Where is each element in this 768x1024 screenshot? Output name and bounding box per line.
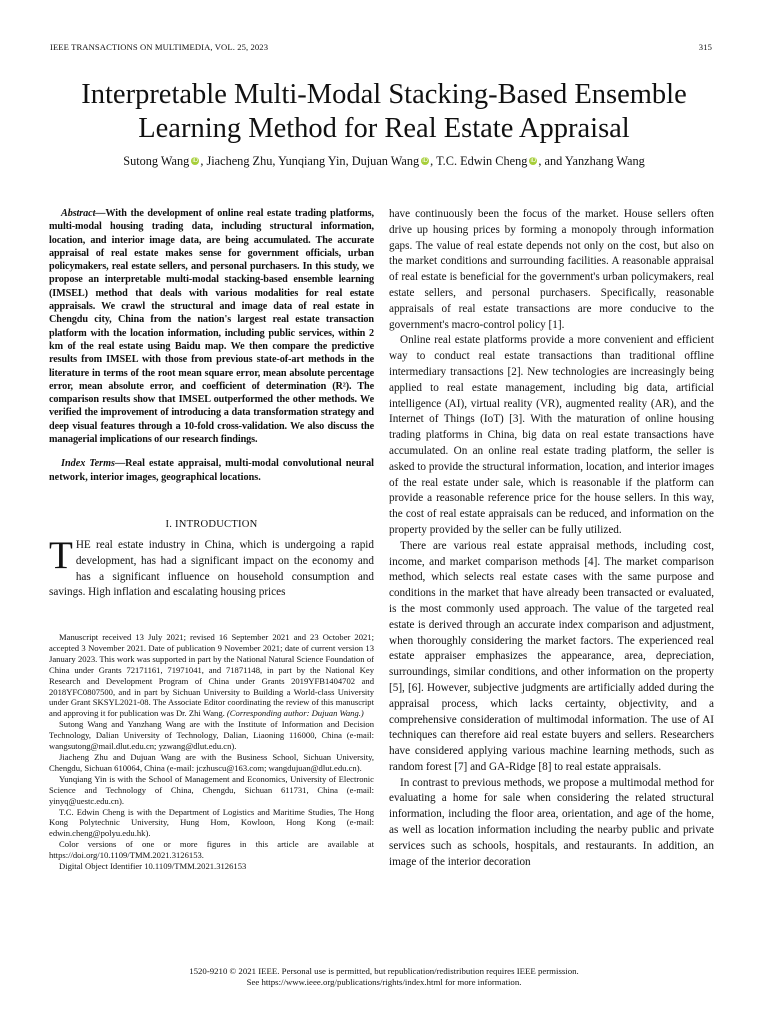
author-sutong-wang: Sutong Wang [123,154,190,168]
left-column [49,207,374,601]
corresponding-author: (Corresponding author: Dujuan Wang.) [226,708,364,719]
section-title-first: I [174,518,179,530]
copyright-line-2: See https://www.ieee.org/publications/rights/index.html for more information. [246,977,522,987]
footnote-affiliation-4: T.C. Edwin Cheng is with the Department of Logistics and Maritime Studies, The Hong Kong Polytechnic University, Hung Hom, Kowloon, Hong Kong (e-mail: edwin.cheng@polyu.edu.hk). [49,806,374,839]
copyright-line-1: 1520-9210 © 2021 IEEE. Personal use is permitted, but republication/redistribution requires IEEE permission. [189,966,579,976]
section-heading-introduction [49,519,374,530]
footnote-manuscript [49,632,374,719]
abstract-text: —With the development of online real estate trading platforms, multi-modal housing trading data, including structural information, location, and interior image data, are being accumulated. The accurate appraisal of real estate makes sense for government officials, urban policymakers, real estate sellers, and personal purchasers. In this study, we propose an interpretable multi-modal stacking-based ensemble learning (IMSEL) method that deals with various modalities for real estate appraisals. We crawl the structural and image data of real estate in Chengdu city, China from the nation's largest real estate transaction platform with the location information, including public services, within 2 km of the real estate using Baidu map. We then compare the predictive results from IMSEL with those from previous state-of-art methods in the literature in terms of the root mean square error, mean absolute percentage error, mean absolute error, and coefficient of determination (R²). The comparison results show that IMSEL outperformed the other methods. We verified the improvement of introducing a data transformation strategy and deep visual features through a 10-fold cross-validation. We also discuss the managerial implications of our research findings. [49,208,374,446]
section-title-rest: NTRODUCTION [178,518,258,530]
journal-name: IEEE TRANSACTIONS ON MULTIMEDIA, VOL. 25, 2023 [50,42,269,52]
drop-cap: T [49,533,73,577]
section-numeral: I. [165,518,175,530]
orcid-icon[interactable]: iD [192,158,199,164]
copyright-notice [40,966,728,988]
index-terms-label: Index Terms [61,458,115,470]
footnote-manuscript-text: Manuscript received 13 July 2021; revised 16 September 2021 and 23 October 2021; accepted 3 November 2021. Date of publication 9 November 2021; date of current version 13 January 2023. This work was supported in part by the National Natural Science Foundation of China under Grants 72171161, 71971041, and 71871148, in part by the National Key Research and Development Program of China under Grants 2019YFB1404702 and 2018YFC0807500, and in part by Sichuan University to Building a World-class University under Grant SKSYL2021-08. The Associate Editor coordinating the review of this manuscript and approving it for publication was Dr. Zhi Wang. [49,632,374,719]
paper-title [30,78,738,146]
abstract-label: Abstract [61,208,96,219]
author-group-2: , Jiacheng Zhu, Yunqiang Yin, Dujuan Wang [200,154,420,168]
index-terms-text: —Real estate appraisal, multi-modal convolutional neural network, interior images, geographical locations. [49,458,374,483]
running-header [50,42,712,52]
orcid-icon[interactable]: iD [422,158,428,164]
author-list [30,153,738,169]
author-yanzhang-wang: , and Yanzhang Wang [538,154,645,168]
title-line-2: Learning Method for Real Estate Appraisal [138,113,630,144]
intro-paragraph-1 [49,533,374,601]
abstract [49,207,374,446]
body-paragraph-3: There are various real estate appraisal methods, including cost, income, and market comparison methods [4]. The market comparison method, which selects real estate cases with the same purpose and conditions in the market that have already been transacted or evaluated, is the most commonly used approach. The value of the targeted real estate is derived through an accurate index comparison and adjustment, when thoroughly considering the market factors. The experienced real estate appraiser emphasizes the appearance, area, depreciation, surroundings, similar conditions, and other information on the property [5], [6]. However, subjective judgments are artificially added during the appraisal process, which lacks certainty, objectivity, and a comprehensive consideration of multimodal information. The use of AI techniques can therefore aid real estate buyers and sellers. Researchers have considered applying various machine learning methods, such as random forest [7] and GA-Ridge [8] to real estate appraisals. [389,539,714,773]
body-paragraph-2: Online real estate platforms provide a more convenient and efficient way to conduct real estate transactions than traditional offline intermediary transactions [2]. New technologies are increasingly being applied to real estate management, including big data, artificial intelligence (AI), virtual reality (VR), augmented reality (AR), and the Internet of Things (IoT) [3]. With the maturation of online housing trading platforms in China, big data on real estate transactions have accumulated. On an online real estate trading platform, the seller is asked to provide the structural information, location, and interior images of the real estate under sale, which is reasonable if the platform can provide a reasonable reference price for the house sellers. In this way, the cost of real estate appraisals can be reduced, and information on the property provided by the seller can be fully utilized. [389,334,714,536]
body-paragraph-1: have continuously been the focus of the market. House sellers often drive up housing prices by forming a monopoly through information gaps. The value of real estate depends not only on the cost, but also on the market conditions and surrounding facilities. A reasonable appraisal of real estate is beneficial for the government's urban policymakers, real estate sellers, and personal purchasers. Specifically, reasonable appraisals of real estate transactions are more conducive to the government's macro-control policy [1]. [389,208,714,331]
footnote-affiliation-3: Yunqiang Yin is with the School of Management and Economics, University of Electronic Science and Technology of China, Chengdu, Sichuan 611731, China (e-mail: yinyq@uestc.edu.cn). [49,773,374,806]
page-number: 315 [698,42,712,52]
title-line-1: Interpretable Multi-Modal Stacking-Based Ensemble [81,79,687,110]
right-column [389,207,714,870]
footnote-affiliation-1: Sutong Wang and Yanzhang Wang are with the Institute of Information and Decision Technology, Dalian University of Technology, Dalian, Liaoning 116000, China (e-mail: wangsutong@mail.dlut.edu.cn; yzwang@dlut.edu.cn). [49,719,374,752]
index-terms [49,457,374,484]
orcid-icon[interactable]: iD [530,158,537,164]
author-tc-edwin-cheng: , T.C. Edwin Cheng [430,154,528,168]
intro-paragraph-1-text: HE real estate industry in China, which is undergoing a rapid development, has had a significant impact on the economy and has a significant influence on household consumption and savings. High inflation and escalating housing prices [49,538,374,599]
footnotes [49,632,374,872]
footnote-doi: Digital Object Identifier 10.1109/TMM.2021.3126153 [59,861,247,872]
body-paragraph-4: In contrast to previous methods, we propose a multimodal method for evaluating a home for sale when considering the related structural information, including the floor area, orientation, and age of the home, as well as location information including the nearby public and private services such as schools, hospitals, and restaurants. In addition, an image of the interior decoration [389,776,714,868]
footnote-affiliation-2: Jiacheng Zhu and Dujuan Wang are with the Business School, Sichuan University, Chengdu, Sichuan 610064, China (e-mail: jczhuscu@163.com; wangdujuan@dlut.edu.cn). [49,751,374,773]
footnote-color-versions: Color versions of one or more figures in this article are available at https://doi.org/10.1109/TMM.2021.3126153. [49,839,374,861]
